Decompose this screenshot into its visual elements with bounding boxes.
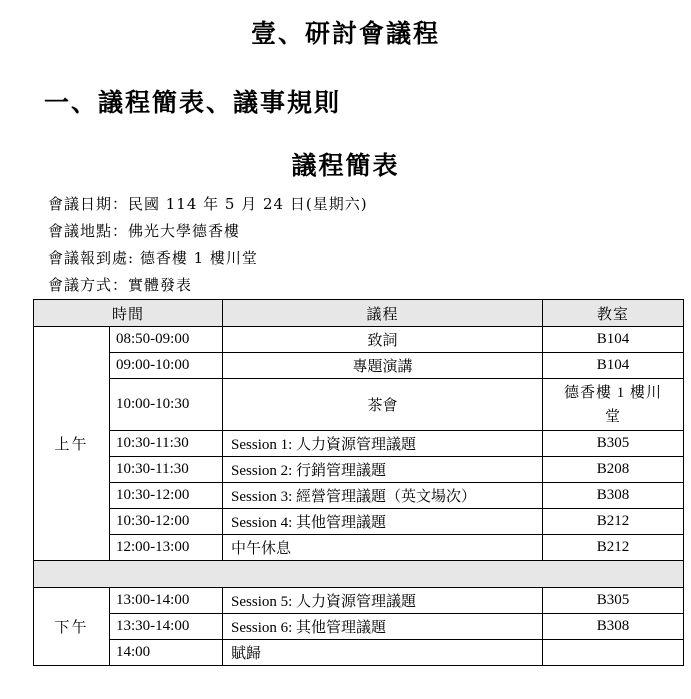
- room-label: B305: [596, 435, 630, 451]
- room-label: B212: [596, 539, 630, 555]
- agenda-item: Session 2: 行銷管理議題: [223, 457, 543, 483]
- room-cell: [543, 509, 684, 535]
- table-row: [34, 588, 684, 614]
- agenda-item: 茶會: [223, 379, 543, 431]
- room-cell: [543, 614, 684, 640]
- time-slot: 13:00-14:00: [110, 588, 223, 614]
- table-row: [34, 379, 684, 431]
- room-label: 德香樓 1 樓川堂: [564, 384, 663, 425]
- header-time: 時間: [34, 300, 223, 327]
- agenda-item: 專題演講: [223, 353, 543, 379]
- header-agenda: 議程: [223, 300, 543, 327]
- agenda-item: Session 6: 其他管理議題: [223, 614, 543, 640]
- room-label: B104: [596, 357, 630, 373]
- main-title: 壹、研討會議程: [250, 19, 440, 48]
- agenda-item: 賦歸: [223, 640, 543, 666]
- table-row: [34, 614, 684, 640]
- info-checkin: 會議報到處: 德香樓 1 樓川堂: [48, 249, 258, 267]
- table-row: [34, 431, 684, 457]
- time-slot: 12:00-13:00: [110, 535, 223, 561]
- room-label: B208: [596, 461, 630, 477]
- room-label: B308: [596, 618, 630, 634]
- room-cell: [543, 457, 684, 483]
- info-date: 會議日期：民國 114 年 5 月 24 日(星期六): [48, 195, 368, 213]
- room-label: B308: [596, 487, 630, 503]
- room-cell: [543, 353, 684, 379]
- table-row: [34, 353, 684, 379]
- table-row: [34, 327, 684, 353]
- time-slot: 14:00: [110, 640, 223, 666]
- agenda-item: 致詞: [223, 327, 543, 353]
- table-row: [34, 640, 684, 666]
- room-label: B212: [596, 513, 630, 529]
- room-cell: [543, 535, 684, 561]
- time-slot: 10:30-12:00: [110, 483, 223, 509]
- room-cell: [543, 431, 684, 457]
- info-format: 會議方式：實體發表: [48, 276, 193, 294]
- agenda-item: Session 5: 人力資源管理議題: [223, 588, 543, 614]
- time-slot: 10:30-11:30: [110, 457, 223, 483]
- room-cell: [543, 483, 684, 509]
- afternoon-period-label: 下午: [34, 588, 110, 666]
- table-row: [34, 509, 684, 535]
- agenda-item: 中午休息: [223, 535, 543, 561]
- table-row: [34, 483, 684, 509]
- table-row: [34, 535, 684, 561]
- agenda-item: Session 1: 人力資源管理議題: [223, 431, 543, 457]
- header-room: 教室: [543, 300, 684, 327]
- agenda-table: [33, 299, 684, 666]
- time-slot: 08:50-09:00: [110, 327, 223, 353]
- table-header-row: [34, 300, 684, 327]
- table-title: 議程簡表: [291, 151, 400, 180]
- morning-period-label: 上午: [34, 327, 110, 561]
- room-cell: [543, 327, 684, 353]
- time-slot: 10:00-10:30: [110, 379, 223, 431]
- table-row: [34, 457, 684, 483]
- room-cell: [543, 588, 684, 614]
- agenda-item: Session 4: 其他管理議題: [223, 509, 543, 535]
- section-title: 一、議程簡表、議事規則: [44, 88, 342, 117]
- time-slot: 13:30-14:00: [110, 614, 223, 640]
- gap-cell: [34, 561, 684, 588]
- lunch-gap-row: [34, 561, 684, 588]
- time-slot: 10:30-11:30: [110, 431, 223, 457]
- room-label: B104: [596, 331, 630, 347]
- info-place: 會議地點：佛光大學德香樓: [48, 222, 241, 240]
- agenda-item: Session 3: 經營管理議題（英文場次）: [223, 483, 543, 509]
- room-cell: [543, 640, 684, 666]
- room-label: B305: [596, 592, 630, 608]
- time-slot: 09:00-10:00: [110, 353, 223, 379]
- room-cell: [543, 379, 684, 431]
- time-slot: 10:30-12:00: [110, 509, 223, 535]
